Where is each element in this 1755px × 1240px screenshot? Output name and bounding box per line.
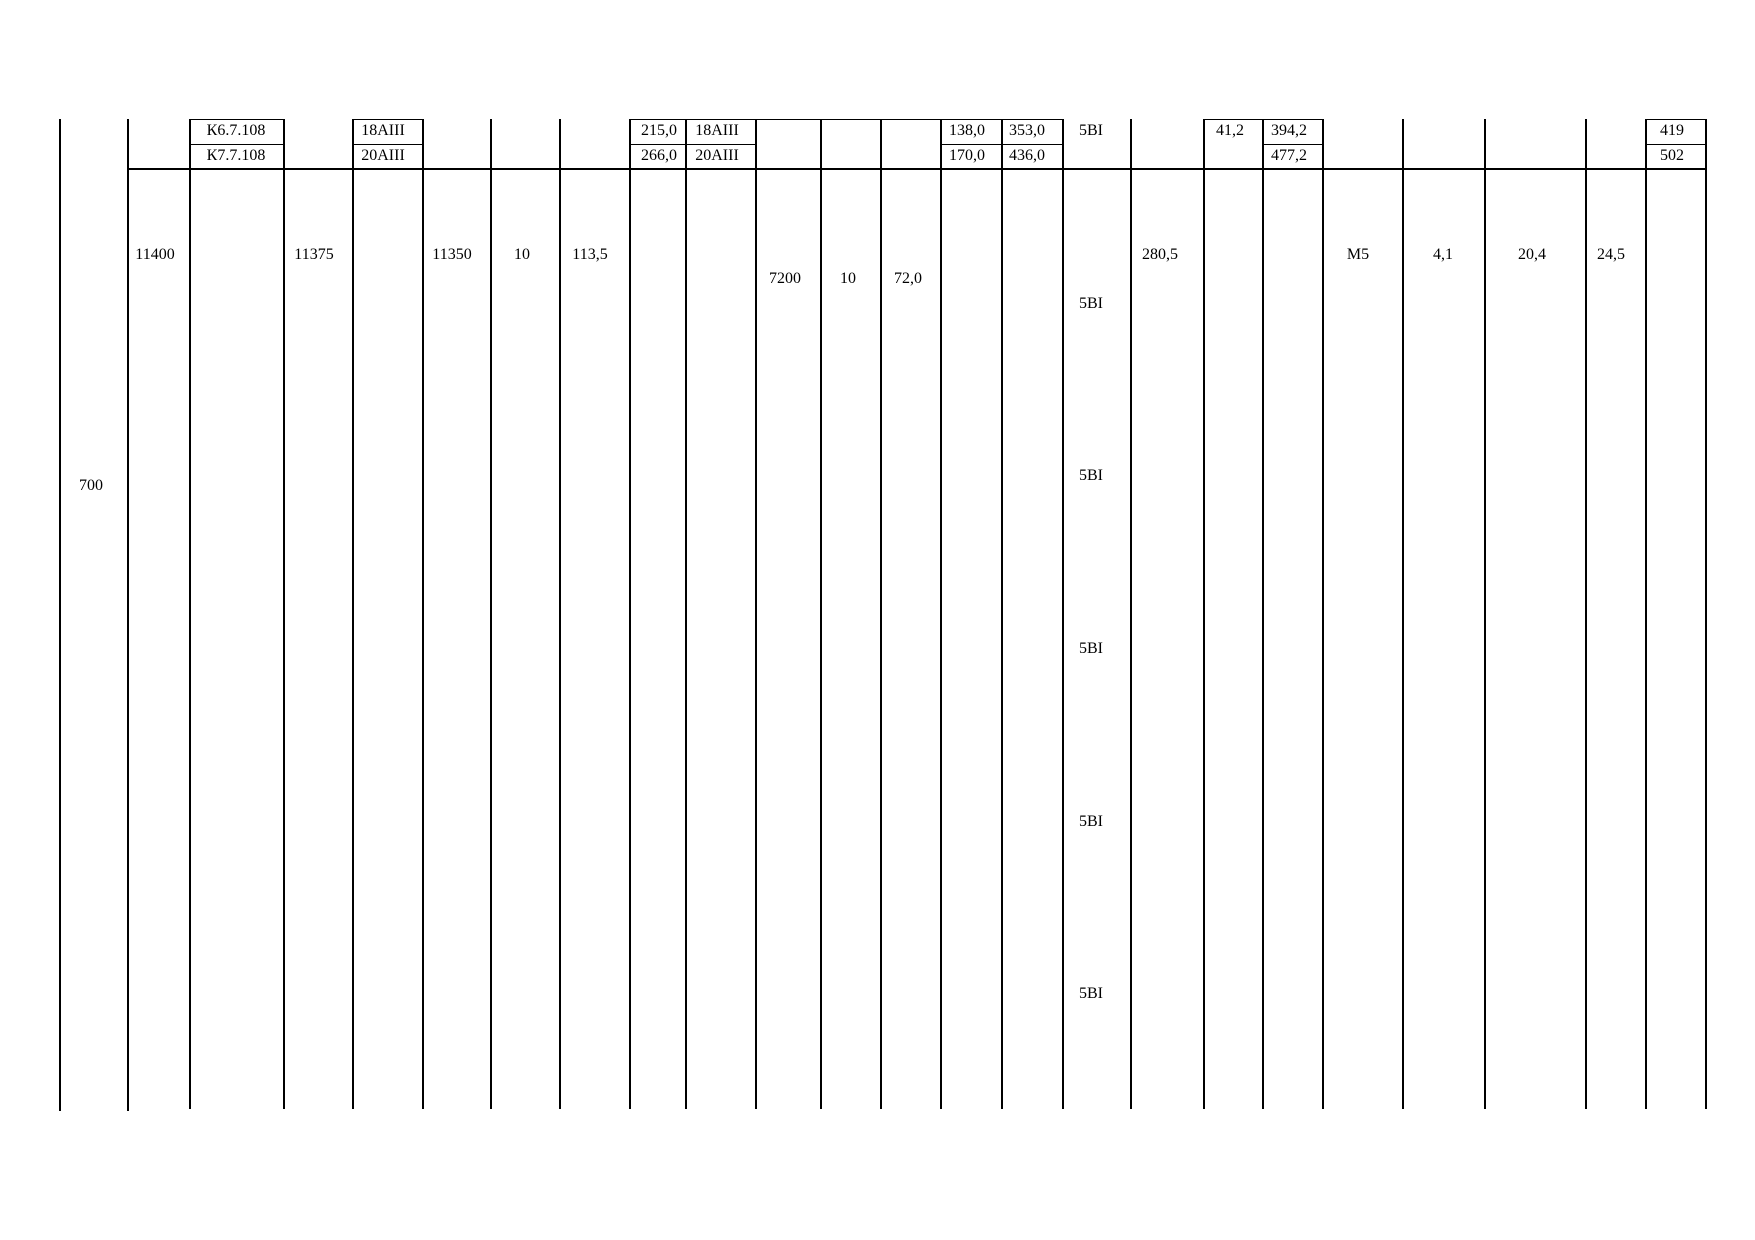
- grid-hline: [1001, 144, 1062, 145]
- area3-cell: 138,0: [949, 122, 985, 140]
- area-total-cell: 353,0: [1009, 122, 1045, 140]
- wire-grade-cell: 5ВI: [1079, 294, 1103, 312]
- wire-grade-cell: 5ВI: [1079, 639, 1103, 657]
- grid-vline: [189, 119, 191, 1109]
- grid-vline: [880, 119, 882, 1109]
- grid-hline: [1001, 119, 1062, 120]
- wire-grade-cell: 5ВI: [1079, 467, 1103, 485]
- wire-cell: 5ВI: [1079, 122, 1103, 140]
- value3-cell: 24,5: [1597, 245, 1625, 263]
- grid-vline: [559, 119, 561, 1109]
- concrete-cell: 280,5: [1142, 245, 1178, 263]
- grid-hline: [352, 144, 422, 145]
- grid-vline: [1203, 119, 1205, 1109]
- grid-vline: [755, 119, 757, 1109]
- c-cell: 41,2: [1216, 122, 1244, 140]
- length4-cell: 113,5: [572, 245, 608, 263]
- grid-vline: [1001, 119, 1003, 1109]
- grid-hline: [1645, 119, 1705, 120]
- grid-vline: [940, 119, 942, 1109]
- value1-cell: 4,1: [1433, 245, 1453, 263]
- grid-vline: [685, 119, 687, 1109]
- mass-cell: 502: [1660, 146, 1684, 164]
- grid-vline: [1130, 119, 1132, 1109]
- grid-vline: [1585, 119, 1587, 1109]
- length-cell: 11400: [135, 245, 175, 263]
- grid-vline: [59, 119, 61, 1111]
- length3-cell: 11350: [432, 245, 472, 263]
- grid-vline: [127, 119, 129, 1111]
- grid-hline: [1645, 144, 1705, 145]
- mark-cell: К7.7.108: [206, 146, 266, 164]
- g-length-cell: 7200: [769, 270, 801, 288]
- grid-vline: [629, 119, 631, 1109]
- area-cell: 266,0: [641, 146, 677, 164]
- grid-hline: [755, 119, 820, 120]
- wire-grade-cell: 5ВI: [1079, 985, 1103, 1003]
- total-cell: 477,2: [1271, 146, 1307, 164]
- grid-hline: [189, 144, 283, 145]
- count-cell: 10: [514, 245, 530, 263]
- grid-hline: [629, 119, 685, 120]
- grid-hline: [1262, 119, 1322, 120]
- total-cell: 394,2: [1271, 122, 1307, 140]
- grid-vline: [1402, 119, 1404, 1109]
- grid-hline: [685, 144, 755, 145]
- grid-vline: [1484, 119, 1486, 1109]
- section-label: 700: [79, 477, 103, 495]
- mass-cell: 419: [1660, 122, 1684, 140]
- grid-hline: [880, 119, 940, 120]
- value2-cell: 20,4: [1518, 245, 1546, 263]
- grid-hline: [940, 144, 1001, 145]
- grid-vline: [1645, 119, 1647, 1109]
- grid-vline: [1322, 119, 1324, 1109]
- grade-cell: М5: [1346, 245, 1370, 263]
- grid-vline: [352, 119, 354, 1109]
- g-length2-cell: 72,0: [894, 270, 922, 288]
- grid-hline: [189, 119, 283, 120]
- grid-vline: [820, 119, 822, 1109]
- grid-vline: [1262, 119, 1264, 1109]
- length2-cell: 11375: [294, 245, 334, 263]
- rebar-cell: 20АIII: [361, 146, 405, 164]
- grid-hline: [1203, 119, 1262, 120]
- rebar-cell: 18АIII: [361, 122, 405, 140]
- grid-vline: [490, 119, 492, 1109]
- grid-hline: [685, 119, 755, 120]
- wire-grade-cell: 5ВI: [1079, 812, 1103, 830]
- area-total-cell: 436,0: [1009, 146, 1045, 164]
- grid-vline: [283, 119, 285, 1109]
- grid-hline: [352, 119, 422, 120]
- mark-cell: К6.7.108: [206, 122, 266, 140]
- grid-vline: [1062, 119, 1064, 1109]
- rebar2-cell: 18АIII: [695, 122, 739, 140]
- grid-hline: [820, 119, 880, 120]
- rebar2-cell: 20АIII: [695, 146, 739, 164]
- grid-hline: [940, 119, 1001, 120]
- grid-hline: [1262, 144, 1322, 145]
- g-count-cell: 10: [840, 270, 856, 288]
- grid-hline: [127, 168, 1705, 169]
- grid-vline: [1705, 119, 1707, 1109]
- area-cell: 215,0: [641, 122, 677, 140]
- grid-vline: [422, 119, 424, 1109]
- area3-cell: 170,0: [949, 146, 985, 164]
- grid-hline: [629, 144, 685, 145]
